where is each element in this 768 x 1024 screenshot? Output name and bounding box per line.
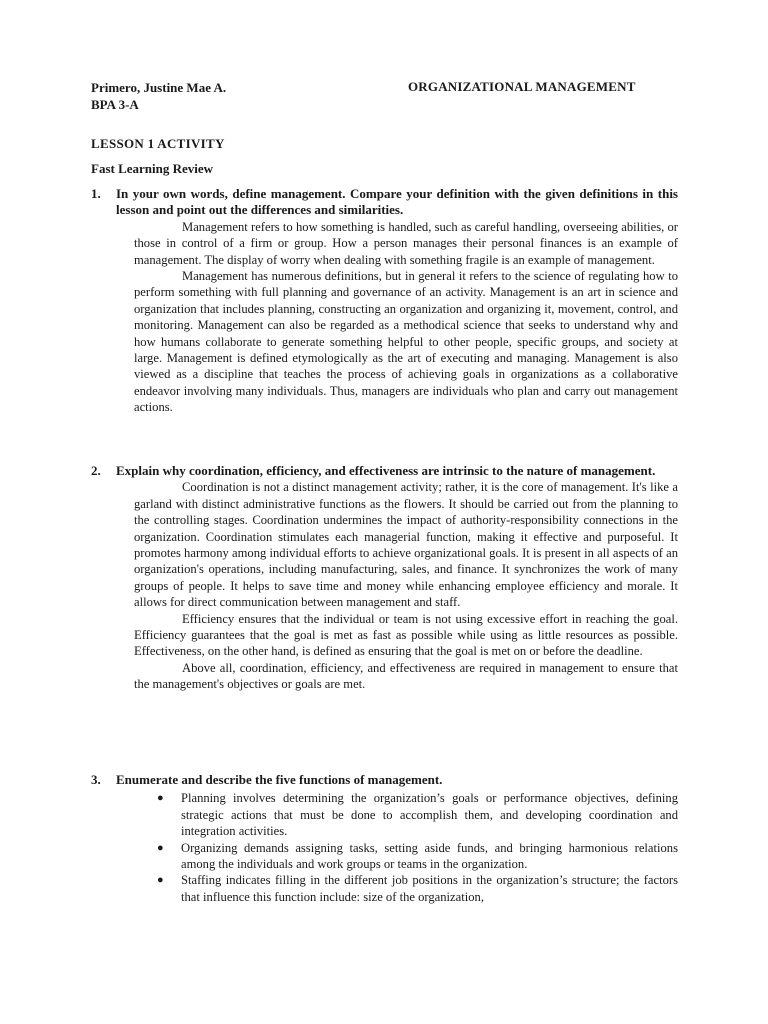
author-name: Primero, Justine Mae A.	[91, 80, 227, 95]
list-item	[157, 840, 678, 873]
lesson-title: LESSON 1 ACTIVITY	[91, 136, 225, 151]
question-2	[91, 463, 678, 693]
list-item	[157, 790, 678, 839]
list-item	[157, 872, 678, 905]
answer-paragraph: Management has numerous definitions, but in general it refers to the science of regulating how to perform something with full planning and governance of an activity. Management is an art in science and organization that includes planning, constructing an organization and organizing it, movement, control, and monitoring. Management can also be regarded as a methodical science that seeks to understand why and how humans collaborate to generate something helpful to other people, specific groups, and society at large. Management is defined etymologically as the art of executing and managing. Management is also viewed as a discipline that teaches the process of achieving goals in organizations as a collaborative endeavor involving many individuals. Thus, managers are individuals who plan and carry out management actions.	[134, 269, 678, 415]
question-prompt	[91, 186, 678, 219]
answer-paragraph: Coordination is not a distinct management activity; rather, it is the core of management. It's like a garland with distinct administrative functions as the flowers. It should be carried out from the planning to the controlling stages. Coordination undermines the impact of authority-responsibility connections in the organization. Coordination stimulates each managerial function, making it effective and purposeful. It promotes harmony among individual efforts to achieve organizational goals. It is present in all aspects of an organization's operations, including manufacturing, sales, and finance. It synchronizes the work of many groups of people. It helps to save time and money while enhancing employee efficiency and morale. It allows for direct communication between management and staff.	[134, 480, 678, 610]
answer-body	[91, 219, 678, 416]
question-number: 3.	[91, 772, 101, 787]
question-text: In your own words, define management. Compare your definition with the given definitions in this lesson and point out the differences and similarities.	[116, 186, 678, 218]
list-item-text: Staffing indicates filling in the different job positions in the organization’s structure; the factors that influence this function include: size of the organization,	[181, 873, 678, 904]
question-number: 1.	[91, 186, 101, 201]
bullet-icon: ●	[157, 874, 164, 887]
list-item-text: Planning involves determining the organization’s goals or performance objectives, defining strategic actions that must be done to accomplish them, and developing coordination and integration activities.	[181, 791, 678, 839]
question-3	[91, 772, 678, 905]
answer-body	[91, 479, 678, 692]
section-subtitle: Fast Learning Review	[91, 161, 214, 176]
question-prompt	[91, 772, 678, 788]
bullet-icon: ●	[157, 841, 164, 854]
answer-paragraph: Above all, coordination, efficiency, and effectiveness are required in management to ensure that the management's objectives or goals are met.	[134, 660, 678, 692]
question-1	[91, 186, 678, 416]
question-number: 2.	[91, 463, 101, 478]
answer-paragraph: Management refers to how something is handled, such as careful handling, overseeing abilities, or those in control of a firm or group. How a person manages their personal finances is an example of management. The display of worry when dealing with something fragile is an example of management.	[134, 219, 678, 267]
question-prompt	[91, 463, 678, 479]
answer-paragraph: Efficiency ensures that the individual or team is not using excessive effort in reaching the goal. Efficiency guarantees that the goal is met as fast as possible while using as little resources as possible. Effectiveness, on the other hand, is defined as ensuring that the goal is met on or before the deadline.	[134, 611, 678, 659]
functions-list	[91, 790, 678, 905]
class-section: BPA 3-A	[91, 97, 139, 112]
question-text: Enumerate and describe the five functions of management.	[116, 772, 443, 787]
course-title: ORGANIZATIONAL MANAGEMENT	[408, 79, 636, 94]
student-info	[91, 79, 226, 113]
question-text: Explain why coordination, efficiency, and effectiveness are intrinsic to the nature of management.	[116, 463, 656, 478]
list-item-text: Organizing demands assigning tasks, setting aside funds, and bringing harmonious relations among the individuals and work groups or teams in the organization.	[181, 840, 678, 872]
bullet-icon: ●	[157, 792, 164, 805]
